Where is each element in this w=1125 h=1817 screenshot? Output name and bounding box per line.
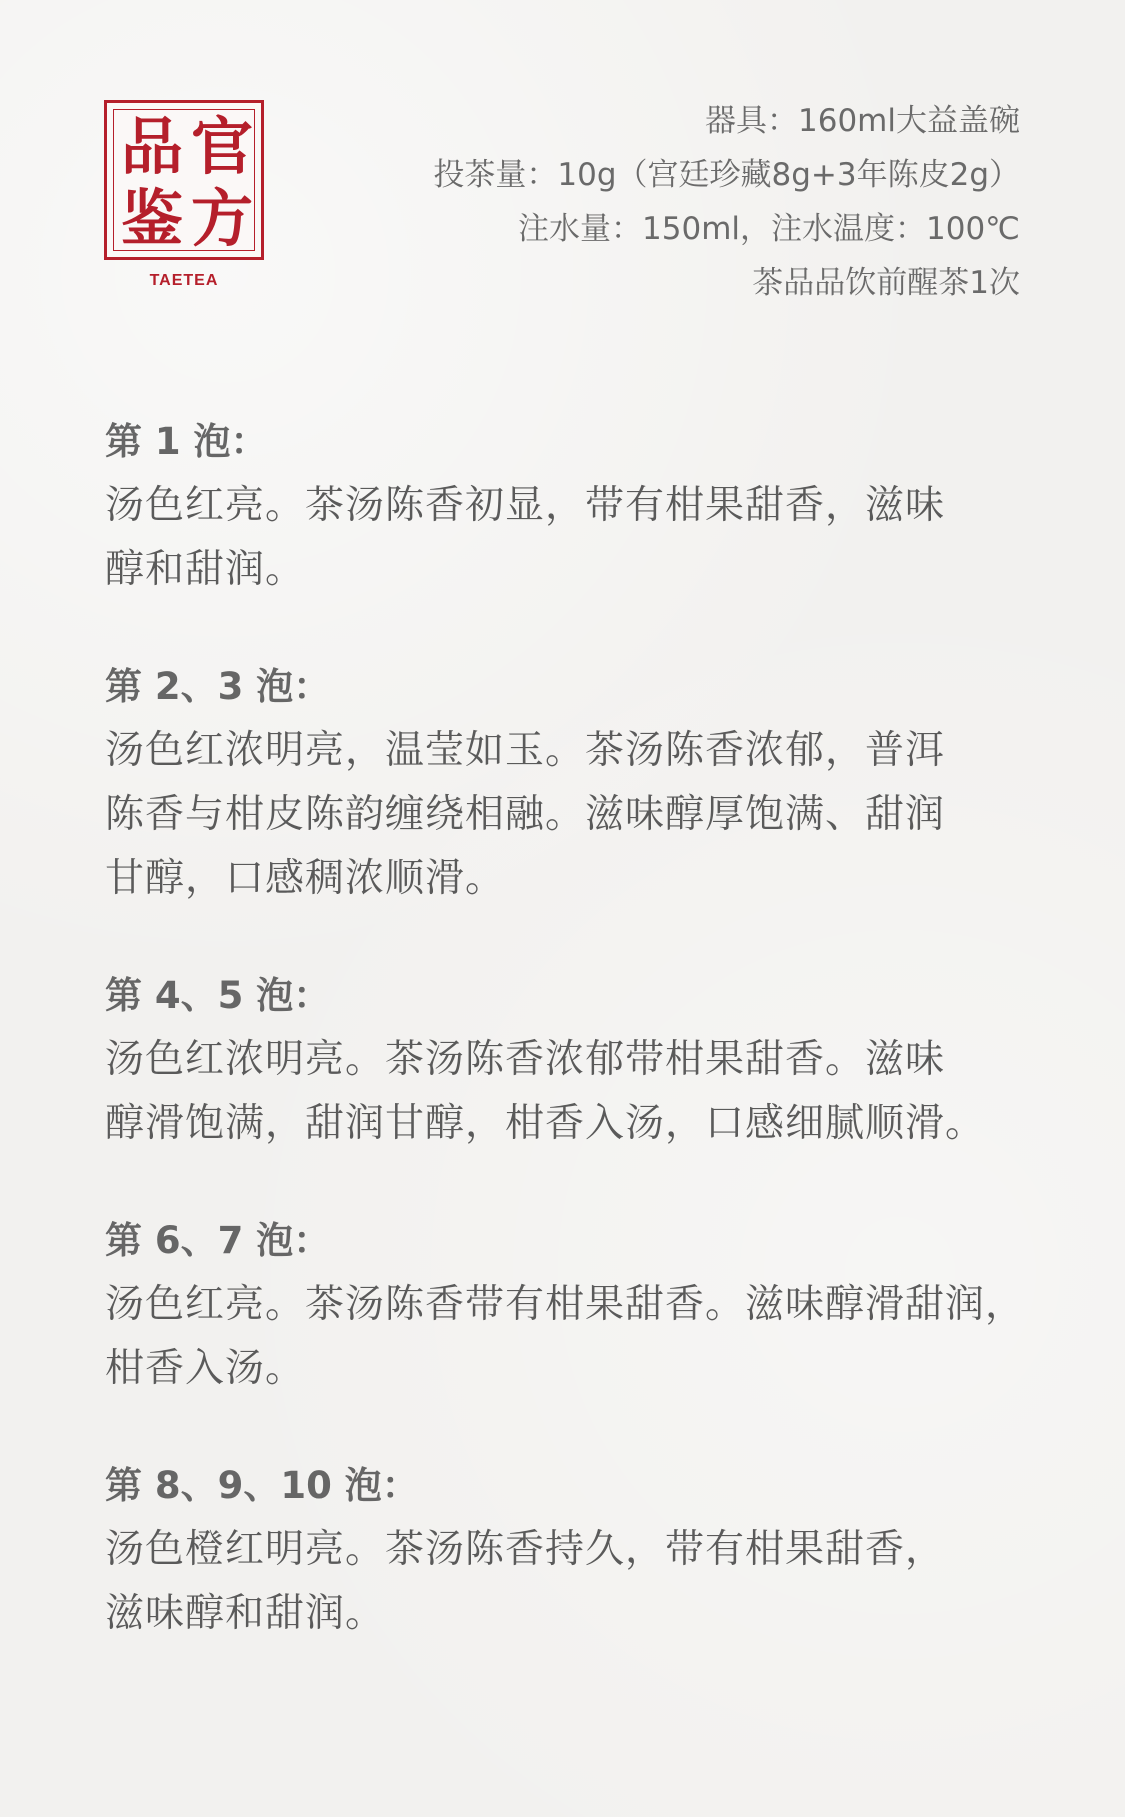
steep-section — [105, 1456, 1020, 1646]
awakening-note: 茶品品饮前醒茶1次 — [752, 265, 1020, 301]
description-line: 汤色红浓明亮。茶汤陈香浓郁带柑果甜香。滋味 — [105, 1037, 946, 1082]
description-line: 汤色红亮。茶汤陈香初显，带有柑果甜香，滋味 — [105, 483, 946, 528]
steep-title: 第 2、3 泡： — [105, 665, 331, 708]
pin-guan-jian-fang-seal-logo — [104, 100, 264, 260]
brewing-info — [320, 94, 1020, 310]
description-line: 柑香入汤。 — [105, 1346, 306, 1391]
brand-name: TAETEA — [149, 272, 219, 289]
brewing-vessel: 器具：160ml大益盖碗 — [705, 103, 1020, 139]
description-line: 汤色红浓明亮，温莹如玉。茶汤陈香浓郁，普洱 — [105, 728, 946, 773]
description-line: 陈香与柑皮陈韵缠绕相融。滋味醇厚饱满、甜润 — [105, 792, 946, 837]
steep-description — [105, 719, 1020, 911]
steep-title: 第 1 泡： — [105, 420, 268, 463]
steep-section — [105, 1211, 1026, 1401]
description-line: 甘醇，口感稠浓顺滑。 — [105, 856, 506, 901]
steep-description — [105, 1518, 1020, 1646]
steep-section — [105, 412, 1020, 602]
water-amount-temperature: 注水量：150ml，注水温度：100℃ — [518, 211, 1020, 247]
seal-char: 鉴 — [120, 182, 183, 255]
description-line: 醇和甜润。 — [105, 547, 306, 592]
tea-amount: 投茶量：10g（宫廷珍藏8g+3年陈皮2g） — [433, 157, 1020, 193]
steep-section — [105, 966, 1020, 1156]
steep-title: 第 8、9、10 泡： — [105, 1464, 419, 1507]
description-line: 汤色红亮。茶汤陈香带有柑果甜香。滋味醇滑甜润， — [105, 1282, 1026, 1327]
description-line: 醇滑饱满，甜润甘醇，柑香入汤，口感细腻顺滑。 — [105, 1101, 986, 1146]
steep-title: 第 4、5 泡： — [105, 974, 331, 1017]
description-line: 汤色橙红明亮。茶汤陈香持久，带有柑果甜香， — [105, 1527, 946, 1572]
steep-notes — [105, 412, 1026, 1646]
steep-section — [105, 657, 1020, 911]
steep-description — [105, 1273, 1026, 1401]
steep-description — [105, 1028, 1020, 1156]
seal-char: 方 — [190, 182, 253, 255]
steep-description — [105, 474, 1020, 602]
seal-char: 品 — [120, 110, 183, 183]
description-line: 滋味醇和甜润。 — [105, 1591, 386, 1636]
steep-title: 第 6、7 泡： — [105, 1219, 331, 1262]
seal-char: 官 — [190, 110, 253, 183]
